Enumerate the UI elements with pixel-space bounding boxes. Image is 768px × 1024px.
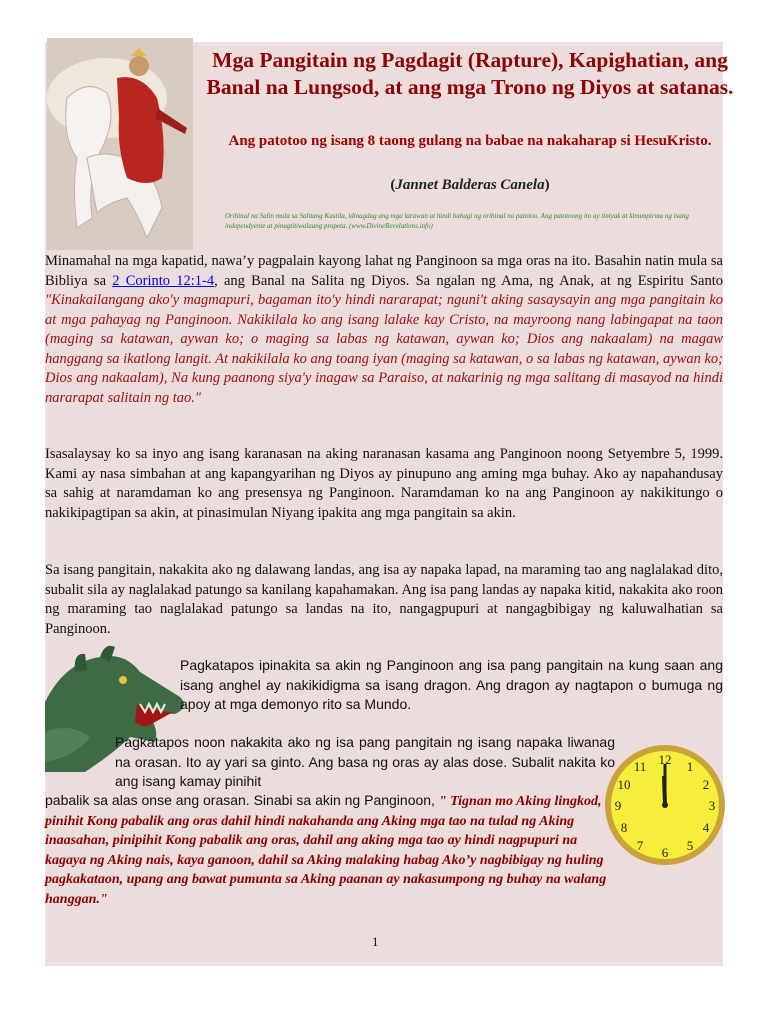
svg-text:2: 2 xyxy=(702,777,710,792)
author-line xyxy=(200,176,740,194)
svg-text:12: 12 xyxy=(658,752,672,767)
intro-mid: , ang Banal na Salita ng Diyos. Sa ngalan ng Ama, ng Anak, at ng Espiritu Santo xyxy=(214,272,723,289)
lord-quote: " Tignan mo Aking lingkod, pinihit Kong pabalik ang oras dahil hindi nakahanda ang Aking mga tao na tulad ng Aking inaasahan, pinipihit Kong pabalik ang oras, dahil ang aking mga tao ay hindi nagpupuri na kagaya ng Aking nais, kaya ganoon, dahil sa Aking malaking habag Ako’y nagbibigay ng huling pagkakataon, upang ang bawat pumunta sa Aking paanan ay nakasumpong ng buhay na walang hanggan." xyxy=(45,794,607,907)
bible-reference-link[interactable]: 2 Corinto 12:1-4 xyxy=(112,272,215,289)
lord-speaks-lead: pabalik sa alas onse ang orasan. Sinabi sa akin ng Panginoon, xyxy=(45,792,439,808)
svg-text:6: 6 xyxy=(661,845,669,860)
paragraph-clock-vision: Pagkatapos noon nakakita ako ng isa pang pangitain ng isang napaka liwanag na orasan. Ito ay yari sa ginto. Ang basa ng oras ay alas dose. Subalit nakita ko ang isang kamay pinihit xyxy=(115,734,615,789)
paragraph-experience: Isasalaysay ko sa inyo ang isang karanasan na aking naranasan kasama ang Panginoon noong Setyembre 5, 1999. Kami ay nasa simbahan at ang kapangyarihan ng Diyos ay pinupuno ang aming mga buhay. Ako ay napahandusay sa sahig at naramdaman ko ang presensya ng Panginoon. Naramdaman ko na ang Panginoon ay nakikitungo o nakikipagtipan sa akin, at pinasimulan Niyang ipakita ang mga pangitain sa akin. xyxy=(45,446,723,521)
author-open-paren: ( xyxy=(390,177,396,193)
svg-text:8: 8 xyxy=(620,820,628,835)
svg-text:3: 3 xyxy=(708,798,716,813)
svg-text:5: 5 xyxy=(686,838,694,853)
svg-text:4: 4 xyxy=(702,820,710,835)
intro-lead: Minamahal na mga kapatid, nawa’y pagpalain kayong lahat ng Panginoon sa mga oras na ito. Basahin natin mula sa Bibliya sa xyxy=(45,253,723,289)
paragraph-intro xyxy=(45,252,723,408)
paragraph-dragon-vision: Pagkatapos ipinakita sa akin ng Panginoon ang isa pang pangitain na kung saan ang isang anghel ay nakikidigma sa isang dragon. Ang dragon ay nagtapon o bumuga ng apoy at mga demonyo rito sa Mundo. xyxy=(180,657,723,712)
svg-text:7: 7 xyxy=(636,838,644,853)
document-title: Mga Pangitain ng Pagdagit (Rapture), Kapighatian, ang Banal na Lungsod, at ang mga Trono ng Diyos at satanas. xyxy=(206,48,734,99)
paragraph-two-paths: Sa isang pangitain, nakakita ako ng dalawang landas, ang isa ay napaka lapad, na maraming tao ang naglalakad dito, subalit sila ay naglalakad patungo sa kanilang kapahamakan. Ang isa pang landas ay napaka kitid, nakakita ako roon ng maraming tao naglalakad patungo sa landas na ito, nangagpupuri at nangagbibigay ng kaluwalhatian sa Panginoon. xyxy=(45,562,723,637)
golden-clock-image xyxy=(602,740,728,870)
svg-text:9: 9 xyxy=(614,798,622,813)
christ-on-white-horse-image xyxy=(47,38,193,250)
svg-text:11: 11 xyxy=(633,759,647,774)
translation-note: Orihinal na Salin mula sa Salitang Kastila, idinagdag ang mga larawan at hindi bahagi ng orihinal na patotoo. Ang patotoong ito ay tiniyak at kinumpirma ng isang independyente at pinagtitiwalaang propeta. (www.DivineRevelations.info) xyxy=(225,212,689,230)
paragraph-lord-speaks xyxy=(45,791,615,909)
document-subtitle: Ang patotoo ng isang 8 taong gulang na babae na nakaharap si HesuKristo. xyxy=(228,133,712,149)
svg-text:1: 1 xyxy=(686,759,694,774)
author-close-paren: ) xyxy=(544,177,550,193)
author-name: Jannet Balderas Canela xyxy=(395,177,545,193)
page-number: 1 xyxy=(372,934,379,949)
scripture-quote: "Kinakailangang ako'y magmapuri, bagaman ito'y hindi nararapat; nguni't aking sasaysayin ang mga pangitain ko at mga pahayag ng Panginoon. Nakikilala ko ang isang lalake kay Cristo, na mayroong nang labingapat na taon (maging sa katawan, aywan ko; o maging sa labas ng katawan, aywan ko; Dios ang nakaalam) na magaw hanggang sa ikatlong langit. At nakikilala ko ang toang iyan (maging sa katawan, o sa labas ng katawan, aywan ko; Dios ang nakaalam), Na kung paanong siya'y inagaw sa Paraiso, at nakarinig ng mga salitang di masayod na hindi nararapat salitain ng tao." xyxy=(45,292,723,406)
svg-text:10: 10 xyxy=(617,777,631,792)
